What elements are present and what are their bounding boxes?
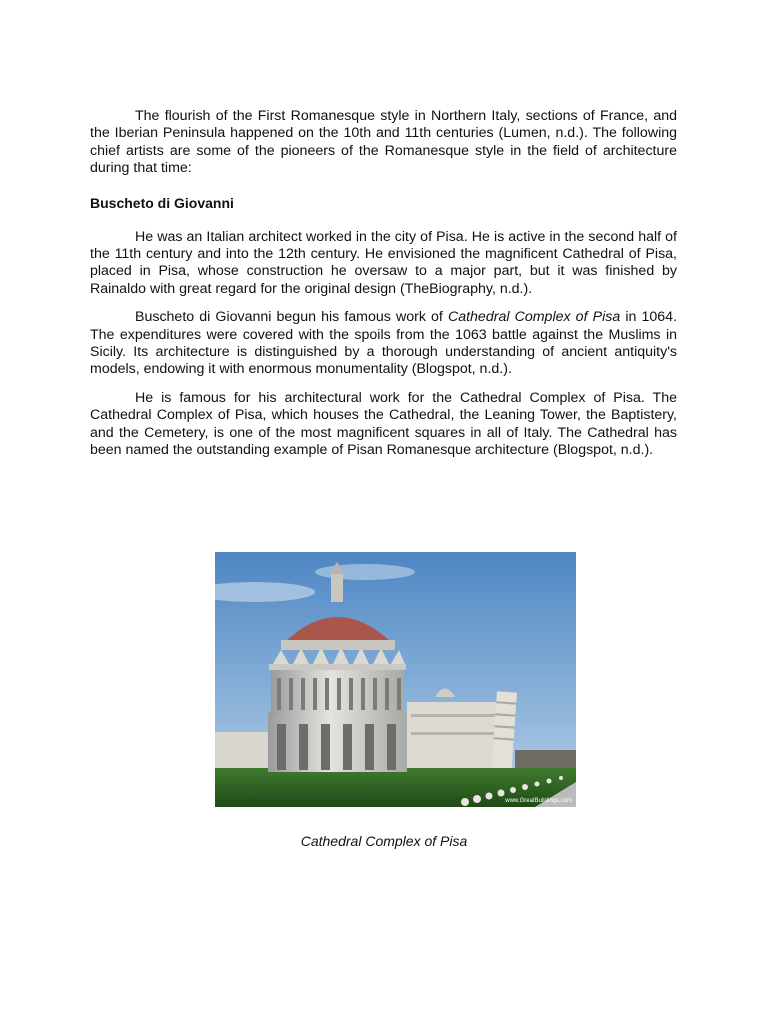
document-body bbox=[90, 108, 677, 471]
figure-caption: Cathedral Complex of Pisa bbox=[300, 833, 468, 849]
cathedral-photo-illustration bbox=[215, 552, 576, 807]
intro-paragraph: The flourish of the First Romanesque style in Northern Italy, sections of France, and the Iberian Peninsula happened on the 10th and 11th centuries (Lumen, n.d.). The following chief artists are some of the pioneers of the Romanesque style in the field of architecture during that time: bbox=[90, 108, 677, 177]
paragraph-2-text-before: Buscheto di Giovanni begun his famous work of bbox=[135, 309, 448, 326]
paragraph-3: He is famous for his architectural work for the Cathedral Complex of Pisa. The Cathedral Complex of Pisa, which houses the Cathedral, the Leaning Tower, the Baptistery, and the Cemetery, is one of the most magnificent squares in all of Italy. The Cathedral has been named the outstanding example of Pisan Romanesque architecture (Blogspot, n.d.). bbox=[90, 389, 677, 459]
image-watermark: www.GreatBuildings.com bbox=[505, 798, 572, 804]
paragraph-2 bbox=[90, 309, 677, 379]
cathedral-photo bbox=[215, 552, 576, 807]
section-heading: Buscheto di Giovanni bbox=[90, 194, 234, 211]
paragraph-1: He was an Italian architect worked in the city of Pisa. He is active in the second half of the 11th century and into the 12th century. He envisioned the magnificent Cathedral of Pisa, placed in Pisa, whose construction he oversaw to a major part, but it was finished by Rainaldo with great regard for the original design (TheBiography, n.d.). bbox=[90, 228, 677, 297]
paragraph-2-italic-title: Cathedral Complex of Pisa bbox=[447, 309, 621, 326]
paragraph-2-text-after: in 1064. The expenditures were covered with the spoils from the 1063 battle against the Muslims in Sicily. Its architecture is distinguished by a thorough understanding of ancient antiquity's models, endowing it with enormous monumentality (Blogspot, n.d.). bbox=[90, 309, 677, 378]
